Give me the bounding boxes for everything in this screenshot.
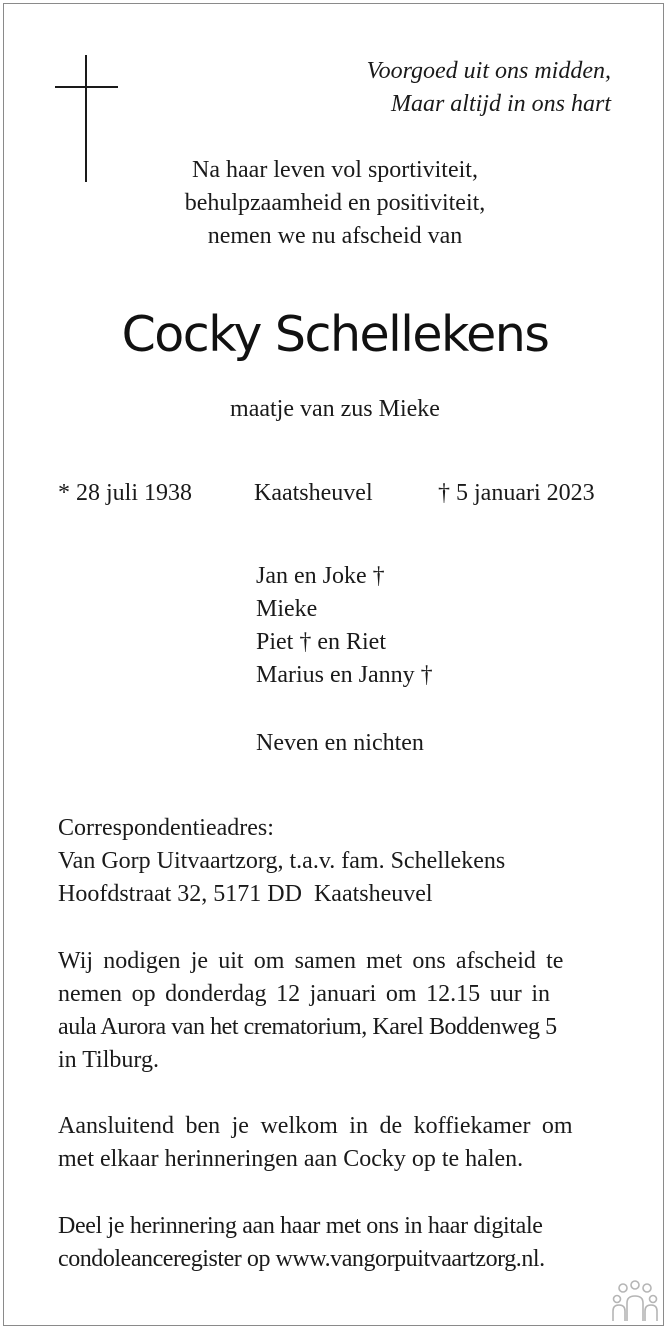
register-line: Deel je herinnering aan haar met ons in haar digitale — [58, 1213, 543, 1239]
motto-line: Maar altijd in ons hart — [390, 91, 611, 117]
intro-line: behulpzaamheid en positiviteit, — [184, 190, 486, 216]
family-member: Jan en Joke † — [256, 563, 385, 589]
deceased-name: Cocky Schellekens — [121, 306, 549, 363]
coffee-line: Aansluitend ben je welkom in de koffiekamer om — [58, 1113, 573, 1139]
correspondence-address — [58, 812, 611, 911]
motto-line: Voorgoed uit ons midden, — [366, 58, 611, 84]
address-line: Hoofdstraat 32, 5171 DD Kaatsheuvel — [58, 881, 433, 907]
register-line: condoleanceregister op www.vangorpuitvaartzorg.nl. — [58, 1246, 545, 1272]
intro-line: Na haar leven vol sportiviteit, — [192, 157, 478, 183]
birth-date: * 28 juli 1938 — [58, 480, 193, 506]
family-list — [256, 560, 433, 692]
relation-text: maatje van zus Mieke — [230, 396, 440, 422]
people-logo-icon — [609, 1279, 661, 1323]
invitation-line: aula Aurora van het crematorium, Karel Boddenweg 5 — [58, 1014, 557, 1040]
intro-line: nemen we nu afscheid van — [207, 223, 463, 249]
intro-text — [100, 154, 570, 253]
address-line: Van Gorp Uitvaartzorg, t.a.v. fam. Schellekens — [58, 848, 506, 874]
coffee-text — [58, 1110, 611, 1176]
coffee-line: met elkaar herinneringen aan Cocky op te halen. — [58, 1146, 524, 1172]
family-member: Piet † en Riet — [256, 629, 386, 655]
address-heading: Correspondentieadres: — [58, 815, 274, 841]
invitation-line: Wij nodigen je uit om samen met ons afscheid te — [58, 948, 564, 974]
motto — [300, 55, 611, 121]
family-member: Mieke — [256, 596, 318, 622]
invitation-text — [58, 945, 611, 1077]
invitation-line: nemen op donderdag 12 januari om 12.15 uur in — [58, 981, 551, 1007]
family-member: Marius en Janny † — [256, 662, 433, 688]
invitation-line: in Tilburg. — [58, 1047, 159, 1073]
cousins-line: Neven en nichten — [256, 730, 424, 756]
death-date: † 5 januari 2023 — [438, 480, 595, 506]
birth-place: Kaatsheuvel — [254, 480, 373, 506]
register-text — [58, 1210, 611, 1276]
